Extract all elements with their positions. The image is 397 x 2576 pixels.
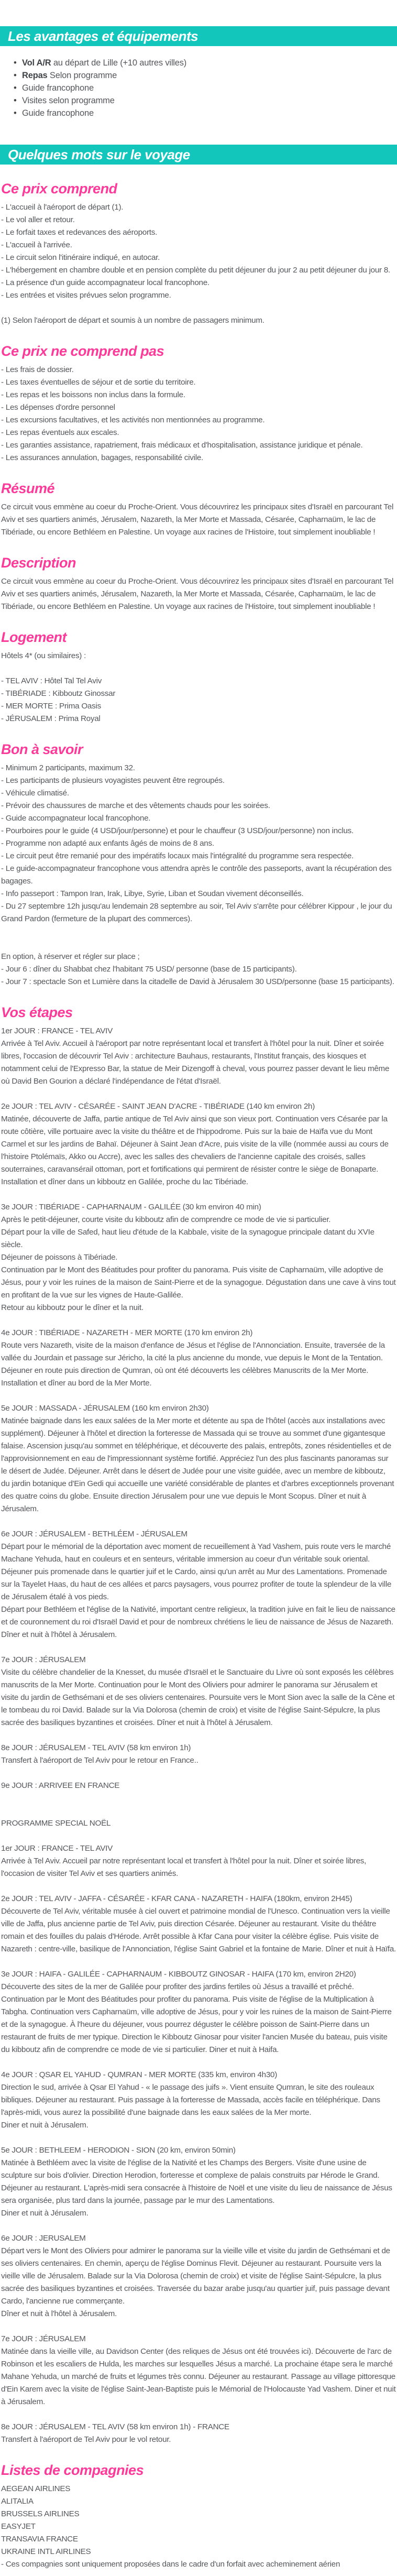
blank-line [1,2056,396,2069]
text-line: - MER MORTE : Prima Oasis [1,702,101,711]
blank-line [1,1805,396,1817]
text-line: - JÉRUSALEM : Prima Royal [1,714,101,723]
advantage-item [14,94,397,107]
text-line: - Le circuit peut être remanié pour des impératifs locaux mais l'intégralité du programme sera respectée. [1,852,354,860]
content-section [1,741,396,988]
blank-line [1,2132,396,2144]
advantage-text: Selon programme [49,71,117,80]
text-line: 2e JOUR : TEL AVIV - JAFFA - CÉSARÉE - KFAR CANA - NAZARETH - HAIFA (180km, environ 2H45) [1,1894,352,1903]
text-line: Direction le sud, arrivée à Qsar El Yahud - « le passage des juifs ». Vient ensuite Qumran, le site des rouleaux bibliques. Déjeuner au restaurant. Puis passage à la forteresse de Massada, accès facile en téléphérique. Dans l'après-midi, vous aurez la possibilité d'une baignade dans les eaux salées de la Mer morte. [1,2083,380,2117]
content-section [1,180,396,327]
content-section [1,629,396,725]
section-title: Ce prix comprend [1,181,117,197]
text-line: - Info passeport : Tampon Iran, Irak, Libye, Syrie, Liban et Soudan vivement déconseillés. [1,889,304,898]
content-section [1,1004,396,2446]
blank-line [1,1088,396,1100]
text-line: BRUSSELS AIRLINES [1,2509,80,2518]
content-sections [0,180,397,2571]
bullet-icon: • [14,108,17,118]
banner-quelques-mots: Quelques mots sur le voyage [0,145,397,165]
text-line: - Les assurances annulation, bagages, responsabilité civile. [1,453,204,462]
banner-avantages-equipements: Les avantages et équipements [0,26,397,46]
text-line: - Jour 6 : dîner du Shabbat chez l'habitant 75 USD/ personne (base de 15 participants). [1,965,297,974]
advantage-text: au départ de Lille (+10 autres villes) [53,58,187,68]
blank-line [1,1314,396,1327]
text-line: Matinée baignade dans les eaux salées de la Mer morte et détente au spa de l'hôtel (accès aux installations avec supplément). Déjeuner à l'hôtel et direction la forteresse de Massada qui se trouve au sommet d'une gigantesque falaise. Ascension jusqu'au sommet en téléphérique, et découverte des palais, entrepôts, zones résidentielles et de l'approvisionnement en eau de l'impressionnant système fortifié. Appréciez l'un des plus fascinants panoramas sur le désert de Judée. Déjeuner. Arrêt dans le désert de Judée pour une visite guidée, avec un membre de kibboutz, du jardin botanique d'Ein Gedi qui accueille une variété considérable de plantes et d'arbres exceptionnels provenant des quatre coins du globe. Ensuite direction Jérusalem pour une vue depuis le Mont Scopus. Dîner et nuit à Jérusalem. [1,1416,394,1513]
text-line: - Les garanties assistance, rapatriement, frais médicaux et d'hospitalisation, assistance juridique et pénale. [1,441,363,450]
blank-line [1,1880,396,1893]
text-line: Diner et nuit à Jérusalem. [1,2121,89,2130]
text-line: Transfert à l'aéroport de Tel Aviv pour le vol retour. [1,2435,171,2444]
content-section [1,2462,396,2571]
text-line: - Minimum 2 participants, maximum 32. [1,763,135,772]
bullet-icon: • [14,71,17,80]
text-line: 2e JOUR : TEL AVIV - CÉSARÉE - SAINT JEAN D'ACRE - TIBÉRIADE (140 km environ 2h) [1,1102,315,1111]
text-line: AEGEAN AIRLINES [1,2484,71,2493]
text-line: - Jour 7 : spectacle Son et Lumière dans la citadelle de David à Jérusalem 30 USD/personne (base 15 participants). [1,977,394,986]
advantage-item [14,69,397,82]
blank-line [1,1767,396,1780]
content-section [1,554,396,613]
section-title: Description [1,555,76,571]
content-section [1,480,396,539]
advantage-item [14,82,397,94]
text-line: - L'accueil à l'aéroport de départ (1). [1,203,124,212]
text-line: - Pourboires pour le guide (4 USD/jour/personne) et pour le chauffeur (3 USD/jour/personne) non inclus. [1,826,354,835]
text-line: Découverte de Tel Aviv, véritable musée à ciel ouvert et patrimoine mondial de l'Unesco. Continuation vers la vieille ville de Jaffa, plus ancienne partie de Tel Aviv, puis direction Césarée. Déjeuner au restaurant. Visite du théâtre romain et des fouilles du palais d'Hérode. Arrêt possible à Kfar Cana pour visiter la célèbre église. Puis visite de Nazareth : centre-ville, basilique de l'Annonciation, l'église Saint Gabriel et la fontaine de Marie. Dîner et nuit à Haïfa. [1,1907,396,1953]
text-line: Continuation par le Mont des Béatitudes pour profiter du panorama. Puis visite de Capharnaüm, ville adoptive de Jésus, pour y voir les ruines de la maison de Saint-Pierre et de la synagogue. Dégustation dans une cave à vins tout en profitant de la vue sur les vignes de Haute-Galilée. [1,1265,396,1300]
text-line: 7e JOUR : JÉRUSALEM [1,2334,86,2343]
text-line: - Les frais de dossier. [1,365,74,374]
text-line: 1er JOUR : FRANCE - TEL AVIV [1,1844,113,1853]
text-line: 8e JOUR : JÉRUSALEM - TEL AVIV (58 km environ 1h) [1,1743,191,1752]
text-line: Visite du célèbre chandelier de la Knesset, du musée d'Israël et le Sanctuaire du Livre où sont exposés les célèbres manuscrits de la Mer Morte. Continuation pour le Mont des Oliviers pour admirer le panorama sur Jérusalem et visite du jardin de Gethsémani et de ses oliviers centenaires. Poursuite vers le Mont Sion avec la salle de la Cène et le tombeau du roi David. Balade sur la Via Dolorosa (chemin de croix) et visite de l'église Saint-Sépulcre, la plus sacrée des basiliques byzantines et croisées. Dîner et nuit à l'hôtel à Jérusalem. [1,1668,395,1727]
text-line: - Les repas et les boissons non inclus dans la formule. [1,390,185,399]
section-title: Vos étapes [1,1005,73,1020]
text-line: - Le guide-accompagnateur francophone vous attendra après le contrôle des passeports, avant la récupération des bagages. [1,864,392,886]
text-line: - La présence d'un guide accompagnateur local francophone. [1,278,209,287]
blank-line [1,938,396,951]
text-line: Matinée dans la vieille ville, au Davidson Center (des reliques de Jésus ont été trouvées ici). Découverte de l'arc de Robinson et les escaliers de Hulda, les marches sur lesquelles Jésus a marché. La prochaine étape sera le marché Mahane Yehuda, un marché de fruits et légumes très connu. Déjeuner au restaurant. Passage au village pittoresque d'Ein Karem avec la visite de l'église Saint-Jean-Baptiste puis le Mémorial de l'Holocauste Yad Vashem. Diner et nuit à Jérusalem. [1,2347,396,2406]
text-line: 3e JOUR : TIBÉRIADE - CAPHARNAUM - GALILÉE (30 km environ 40 min) [1,1203,261,1211]
text-line: Matinée, découverte de Jaffa, partie antique de Tel Aviv ainsi que son vieux port. Continuation vers Césarée par la route côtière, ville portuaire avec la visite du théâtre et de l'hippodrome. Puis sur la baie de Haïfa vue du Mont Carmel et sur les jardins de Bahaï. Déjeuner à Saint Jean d'Acre, puis visite de la ville (nommée aussi au cours de l'histoire Ptolémaïs, Akko ou Accre), avec les salles des chevaliers de l'ancienne capitale des croisés, salles souterraines, caravansérail ottoman, port et fortifications qui permirent de résister contre le siège de Bonaparte. Installation et dîner dans un kibboutz en Galilée, proche du lac Tibériade. [1,1115,389,1186]
text-line: - TIBÉRIADE : Kibboutz Ginossar [1,689,116,698]
text-line: - Programme non adapté aux enfants âgés de moins de 8 ans. [1,839,214,848]
blank-line [1,1729,396,1742]
text-line: - Les excursions facultatives, et les activités non mentionnées au programme. [1,416,265,424]
text-line: 5e JOUR : BETHLEEM - HERODION - SION (20 km, environ 50min) [1,2146,236,2155]
text-line: - TEL AVIV : Hôtel Tal Tel Aviv [1,676,102,685]
text-line: 4e JOUR : QSAR EL YAHUD - QUMRAN - MER MORTE (335 km, environ 4h30) [1,2070,278,2079]
text-line: Retour au kibboutz pour le dîner et la nuit. [1,1303,144,1312]
bullet-icon: • [14,58,17,68]
blank-line [1,1792,396,1805]
section-title: Bon à savoir [1,741,83,757]
advantage-text: Guide francophone [22,83,94,93]
bullet-icon: • [14,96,17,105]
blank-line [1,662,396,675]
section-title: Logement [1,629,67,645]
text-line: PROGRAMME SPECIAL NOËL [1,1819,111,1828]
text-line: (1) Selon l'aéroport de départ et soumis à un nombre de passagers minimum. [1,316,264,325]
text-line: 6e JOUR : JÉRUSALEM - BETHLÉEM - JÉRUSALEM [1,1530,188,1538]
advantage-item [14,107,397,119]
text-line: - Les dépenses d'ordre personnel [1,403,115,412]
text-line: Départ pour le mémorial de la déportation avec moment de recueillement à Yad Vashem, puis route vers le marché Machane Yehuda, haut en couleurs et en senteurs, véritable immersion au coeur d'un véritable souk oriental. Déjeuner puis promenade dans le quartier juif et le Cardo, ainsi qu'un arrêt au Mur des Lamentations. Promenade sur la Tayelet Haas, du haut de ces allées et parcs paysagers, vous pourrez profiter de toute la splendeur de la ville de Jérusalem étalé à vos pieds. [1,1542,392,1601]
advantages-list [0,57,397,119]
section-title: Résumé [1,481,55,496]
text-line: Départ pour la ville de Safed, haut lieu d'étude de la Kabbale, visite de la synagogue principale datant du XVIe siècle. [1,1228,374,1249]
text-line: Découverte des sites de la mer de Galilée pour profiter des jardins fertiles où Jésus a travaillé et prêché. Continuation par le Mont des Béatitudes pour profiter du panorama. Puis visite de l'église de la Multiplication à Tabgha. Continuation vers Capharnaüm, ville adoptive de Jésus, pour y voir les ruines de la maison de Saint-Pierre et de la synagogue. À l'heure du déjeuner, vous pourrez déguster le célèbre poisson de Saint-Pierre dans un restaurant de fruits de mer typique. Direction le Kibboutz Ginosar pour visiter l'ancien Musée du bateau, puis visite du kibboutz afin de comprendre ce mode de vie si particulier. Diner et nuit à Haifa. [1,1982,392,2054]
blank-line [1,925,396,938]
advantage-text: Guide francophone [22,108,94,118]
text-line: Ce circuit vous emmène au coeur du Proche-Orient. Vous découvrirez les principaux sites d'Israël en parcourant Tel Aviv et ses quartiers animés, Jérusalem, Nazareth, la Mer Morte et Massada, Césarée, Capharnaüm, le lac de Tibériade, ou encore Bethléem en Palestine. Un voyage aux racines de l'Histoire, tout simplement inoubliable ! [1,503,394,537]
text-line: TRANSAVIA FRANCE [1,2535,78,2544]
text-line: Départ vers le Mont des Oliviers pour admirer le panorama sur la vieille ville et visite du jardin de Gethsémani et de ses oliviers centenaires. En chemin, aperçu de l'église Dominus Flevit. Déjeuner au restaurant. Poursuite vers la vieille ville de Jérusalem. Balade sur la Via Dolorosa (chemin de croix) et visite de l'église Saint-Sépulcre, la plus sacrée des basiliques byzantines et croisées. Traversée du bazar arabe jusqu'au quartier juif, puis passage devant Cardo, l'ancienne rue commerçante. [1,2246,390,2306]
text-line: Matinée à Bethléem avec la visite de l'église de la Nativité et les Champs des Bergers. Visite d'une usine de sculpture sur bois d'olivier. Direction Herodion, forteresse et complexe de palais construits par Hérode le Grand. Déjeuner au restaurant. L'après-midi sera consacrée à l'histoire de Noël et une visite du lieu de naissance de Jésus sera organisée, plus tard dans la journée, passage par le mur des Lamentations. [1,2158,392,2205]
text-line: - Le forfait taxes et redevances des aéroports. [1,228,158,237]
blank-line [1,2220,396,2232]
text-line: En option, à réserver et régler sur place ; [1,952,140,961]
text-line: Départ pour Bethléem et l'église de la Nativité, important centre religieux, la tradition juive en fait le lieu de naissance et de couronnement du roi d'Israël David et pour de nombreux chrétiens le lieu de naissance de Jésus de Nazareth. Dîner et nuit à l'hôtel à Jérusalem. [1,1605,395,1639]
text-line: - Les taxes éventuelles de séjour et de sortie du territoire. [1,378,196,387]
text-line: Hôtels 4* (ou similaires) : [1,651,86,660]
text-line: - Le vol aller et retour. [1,215,75,224]
bullet-icon: • [14,83,17,93]
text-line: Transfert à l'aéroport de Tel Aviv pour le retour en France.. [1,1756,198,1765]
blank-line [1,1188,396,1201]
content-section [1,343,396,464]
blank-line [1,1830,396,1842]
text-line: UKRAINE INTL AIRLINES [1,2547,91,2556]
text-line: Dîner et nuit à l'hôtel à Jérusalem. [1,2309,117,2318]
text-line: 1er JOUR : FRANCE - TEL AVIV [1,1027,113,1035]
section-title: Listes de compagnies [1,2462,144,2478]
text-line: Diner et nuit à Jérusalem. [1,2209,89,2218]
text-line: - Véhicule climatisé. [1,789,69,798]
text-line: - Ces compagnies sont uniquement proposées dans le cadre d'un forfait avec acheminement aérien [1,2560,340,2569]
text-line: Arrivée à Tel Aviv. Accueil à l'aéroport par notre représentant local et transfert à l'hôtel pour la nuit. Dîner et soirée libres, l'occasion de découvrir Tel Aviv : architecture Bauhaus, restaurants, l'Institut français, des kiosques et notamment celui de l'Expresso Bar, la statue de Meir Dizengoff à cheval, vous pourrez passer devant le lieu même où David Ben Gourion a déclaré l'indépendance de l'état d'Israël. [1,1039,390,1086]
advantage-item [14,57,397,69]
blank-line [1,1956,396,1968]
text-line: 5e JOUR : MASSADA - JÉRUSALEM (160 km environ 2h30) [1,1404,209,1413]
text-line: - Les entrées et visites prévues selon programme. [1,291,171,300]
text-line: Déjeuner de poissons à Tibériade. [1,1253,118,1262]
blank-line [1,1515,396,1528]
text-line: - L'hébergement en chambre double et en pension complète du petit déjeuner du jour 2 au petit déjeuner du jour 8. [1,266,390,275]
text-line: - Prévoir des chaussures de marche et des vêtements chauds pour les soirées. [1,801,270,810]
blank-line [1,1390,396,1402]
advantage-text: Visites selon programme [22,96,115,105]
text-line: - Les participants de plusieurs voyagistes peuvent être regroupés. [1,776,225,785]
advantage-label: Vol A/R [22,58,51,68]
text-line: Arrivée à Tel Aviv. Accueil par notre représentant local et transfert à l'hôtel pour la nuit. Dîner et soirée libres, l'occasion de visiter Tel Aviv et ses quartiers animés. [1,1857,367,1878]
text-line: Ce circuit vous emmène au coeur du Proche-Orient. Vous découvrirez les principaux sites d'Israël en parcourant Tel Aviv et ses quartiers animés, Jérusalem, Nazareth, la Mer Morte et Massada, Césarée, Capharnaüm, le lac de Tibériade, ou encore Bethléem en Palestine. Un voyage aux racines de l'Histoire, tout simplement inoubliable ! [1,577,394,611]
text-line: - Le circuit selon l'itinéraire indiqué, en autocar. [1,253,160,262]
text-line: 7e JOUR : JÉRUSALEM [1,1655,86,1664]
text-line: - L'accueil à l'arrivée. [1,241,72,249]
advantage-label: Repas [22,71,48,80]
text-line: - Guide accompagnateur local francophone. [1,814,151,823]
blank-line [1,2320,396,2333]
text-line: 4e JOUR : TIBÉRIADE - NAZARETH - MER MORTE (170 km environ 2h) [1,1328,253,1337]
blank-line [1,302,396,314]
text-line: Après le petit-déjeuner, courte visite du kibboutz afin de comprendre ce mode de vie si particulier. [1,1215,331,1224]
text-line: ALITALIA [1,2497,34,2506]
text-line: 3e JOUR : HAIFA - GALILÉE - CAPHARNAUM - KIBBOUTZ GINOSAR - HAIFA (170 km, environ 2H20) [1,1970,356,1979]
text-line: EASYJET [1,2522,36,2531]
blank-line [1,1641,396,1654]
blank-line [1,2408,396,2421]
text-line: 9e JOUR : ARRIVEE EN FRANCE [1,1781,120,1790]
text-line: 8e JOUR : JÉRUSALEM - TEL AVIV (58 km environ 1h) - FRANCE [1,2422,229,2431]
text-line: - Du 27 septembre 12h jusqu'au lendemain 28 septembre au soir, Tel Aviv s'arrête pour célébrer Kippour , le jour du Grand Pardon (fermeture de la plupart des commerces). [1,902,392,923]
text-line: 6e JOUR : JERUSALEM [1,2234,86,2243]
text-line: - Les repas éventuels aux escales. [1,428,119,437]
text-line: Route vers Nazareth, visite de la maison d'enfance de Jésus et l'église de l'Annonciation. Ensuite, traversée de la vallée du Jourdain et passage sur Jéricho, la cité la plus ancienne du monde, vue depuis le Mont de la Tentation. Déjeuner en route puis direction de Qumran, où ont été découverts les célèbres Manuscrits de la Mer Morte. Installation et dîner au bord de la Mer Morte. [1,1341,385,1388]
section-title: Ce prix ne comprend pas [1,343,164,359]
